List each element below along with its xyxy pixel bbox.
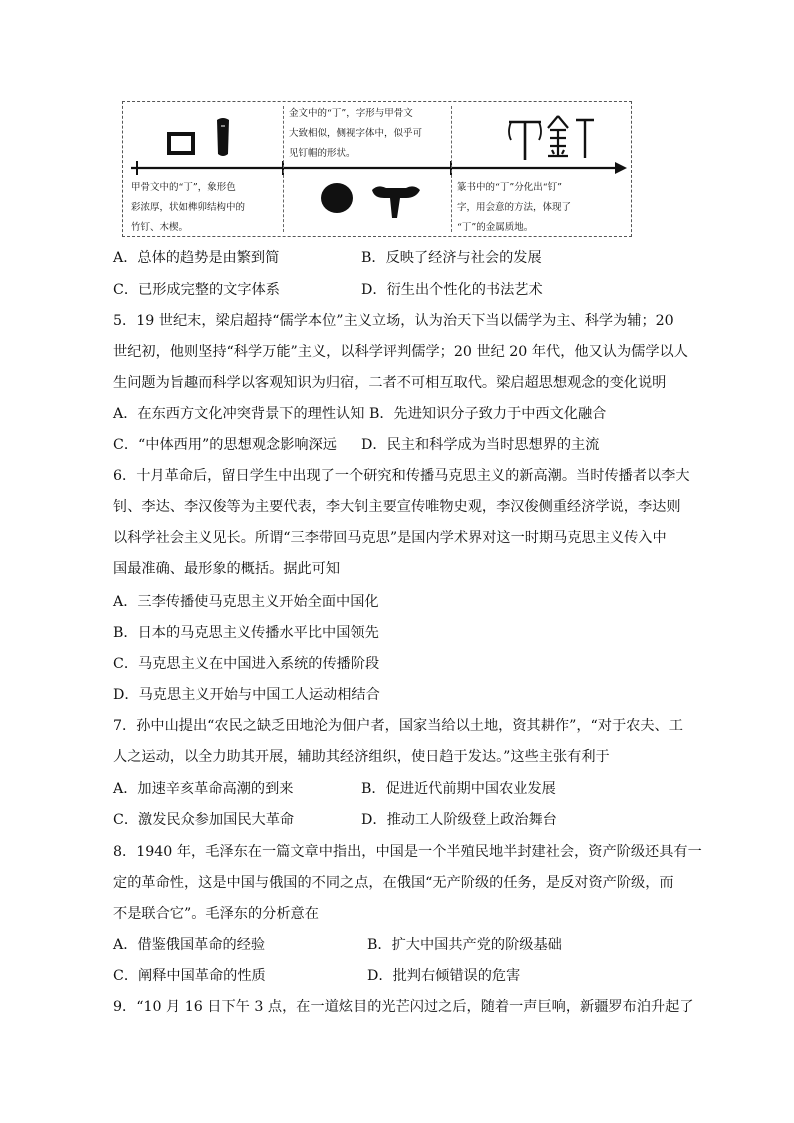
q6-option-b: B．日本的马克思主义传播水平比中国领先 — [113, 625, 379, 641]
q7-stem-line-2: 人之运动，以全力助其开展，辅助其经济组织，使日趋于发达。”这些主张有利于 — [113, 749, 610, 765]
q7-option-c: C．激发民众参加国民大革命 — [113, 812, 295, 828]
seal-script-caption: 篆书中的“丁”分化出“钉” 字，用会意的方法，体现了 “丁”的金属质地。 — [457, 182, 572, 233]
q5-stem-line-3: 生问题为旨趣而科学以客观知识为归宿，二者不可相互取代。梁启超思想观念的变化说明 — [113, 375, 667, 391]
q4-option-b: B．反映了经济与社会的发展 — [361, 250, 542, 266]
q9-stem-line-1: 9．“10 月 16 日下午 3 点，在一道炫目的光芒闪过之后，随着一声巨响，新疆罗布泊升起了 — [113, 999, 694, 1015]
q7-option-b: B．促进近代前期中国农业发展 — [361, 781, 556, 797]
bronze-caption: 金文中的“丁”，字形与甲骨文 大致相似，侧视字体中，似乎可 见钉帽的形状。 — [289, 108, 423, 159]
q8-stem-line-3: 不是联合它”。毛泽东的分析意在 — [113, 906, 319, 922]
q5-stem-line-2: 世纪初，他则坚持“科学万能”主义，以科学评判儒学；20 世纪 20 年代，他又认为儒学以人 — [113, 344, 688, 360]
q8-option-d: D．批判右倾错误的危害 — [367, 968, 521, 984]
q6-stem-line-1: 6．十月革命后，留日学生中出现了一个研究和传播马克思主义的新高潮。当时传播者以李大 — [113, 468, 690, 484]
bronze-ding-dot-glyph — [319, 180, 359, 220]
q5-option-d: D．民主和科学成为当时思想界的主流 — [361, 437, 600, 453]
q8-option-c: C．阐释中国革命的性质 — [113, 968, 266, 984]
oracle-bone-ding-wedge-glyph — [211, 116, 235, 160]
oracle-bone-caption: 甲骨文中的“丁”，象形色 彩浓厚，状如榫卯结构中的 竹钉、木楔。 — [131, 182, 246, 233]
oracle-bone-ding-square-glyph — [166, 130, 200, 160]
q8-stem-line-1: 8．1940 年，毛泽东在一篇文章中指出，中国是一个半殖民地半封建社会，资产阶级还具有一 — [113, 844, 702, 860]
bronze-ding-nail-glyph — [370, 182, 422, 224]
q7-option-a: A．加速辛亥革命高潮的到来 — [113, 781, 294, 797]
q8-option-b: B．扩大中国共产党的阶级基础 — [367, 937, 562, 953]
figure-divider — [283, 106, 284, 232]
q4-option-d: D．衍生出个性化的书法艺术 — [361, 282, 543, 298]
character-evolution-figure — [122, 101, 632, 237]
q7-option-d: D．推动工人阶级登上政治舞台 — [361, 812, 557, 828]
q5-stem-line-1: 5．19 世纪末，梁启超持“儒学本位”主义立场，认为治天下当以儒学为主、科学为辅；20 — [113, 313, 674, 329]
q8-option-a: A．借鉴俄国革命的经验 — [113, 937, 266, 953]
q5-option-c: C．“中体西用”的思想观念影响深远 — [113, 437, 337, 453]
q6-option-c: C．马克思主义在中国进入系统的传播阶段 — [113, 656, 380, 672]
q6-stem-line-4: 国最准确、最形象的概括。据此可知 — [113, 561, 341, 577]
seal-ding-glyph — [505, 114, 545, 166]
q8-stem-line-2: 定的革命性，这是中国与俄国的不同之点，在俄国“无产阶级的任务，是反对资产阶级，而 — [113, 875, 674, 891]
q6-option-d: D．马克思主义开始与中国工人运动相结合 — [113, 687, 380, 703]
q6-stem-line-2: 钊、李达、李汉俊等为主要代表，李大钊主要宣传唯物史观，李汉俊侧重经济学说，李达则 — [113, 499, 681, 515]
q7-stem-line-1: 7．孙中山提出“农民之缺乏田地沦为佃户者，国家当给以土地，资其耕作”，“对于农夫、工 — [113, 718, 683, 734]
q4-option-a: A．总体的趋势是由繁到简 — [113, 250, 280, 266]
figure-divider — [451, 106, 452, 232]
q6-option-a: A．三李传播使马克思主义开始全面中国化 — [113, 594, 379, 610]
q4-option-c: C．已形成完整的文字体系 — [113, 282, 280, 298]
q5-options-ab: A．在东西方文化冲突背景下的理性认知 B．先进知识分子致力于中西文化融合 — [113, 406, 607, 422]
q6-stem-line-3: 以科学社会主义见长。所谓“三李带回马克思”是国内学术界对这一时期马克思主义传入中 — [113, 530, 667, 546]
seal-ding-nail-glyph — [546, 112, 598, 168]
